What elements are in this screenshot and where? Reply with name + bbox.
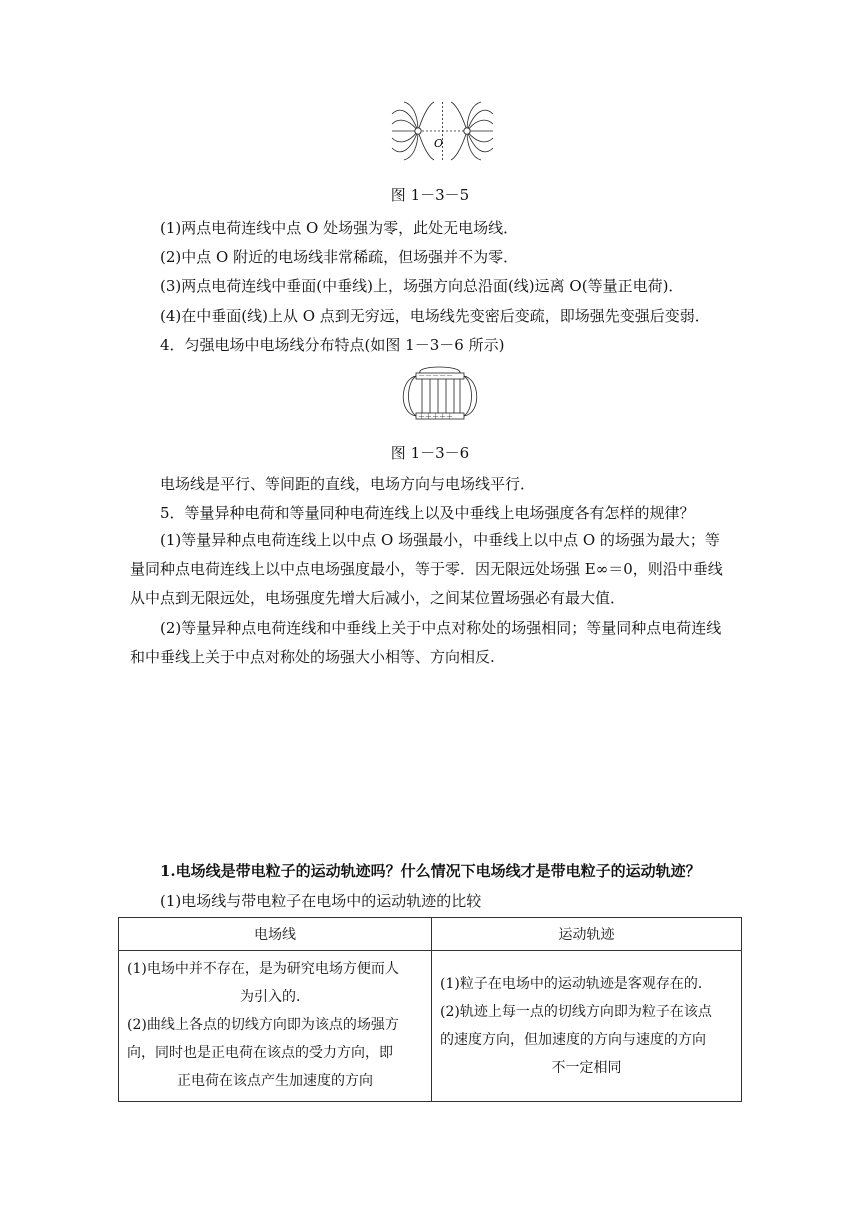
item-5-paragraph-2: (2)等量异种点电荷连线和中垂线上关于中点对称处的场强相同；等量同种点电荷连线和中垂线上关于中点对称处的场强大小相等、方向相反. [130, 619, 722, 666]
trajectory-text-3: 的速度方向，但加速度的方向与速度的方向 [440, 1032, 706, 1048]
uniform-field-description: 电场线是平行、等间距的直线，电场方向与电场线平行． [160, 475, 536, 493]
figure-1-3-6 [396, 365, 484, 427]
table-row [119, 951, 742, 1102]
question-1-title: 1.电场线是带电粒子的运动轨迹吗？什么情况下电场线才是带电粒子的运动轨迹？ [160, 862, 701, 880]
field-line-text-3: (2)曲线上各点的切线方向即为该点的场强方 [127, 1017, 399, 1033]
question-1-subtitle: (1)电场线与带电粒子在电场中的运动轨迹的比较 [160, 892, 482, 910]
trajectory-text-4: 不一定相同 [551, 1060, 622, 1076]
equal-charge-item-2: (2)中点 O 附近的电场线非常稀疏，但场强并不为零． [160, 248, 519, 266]
item-5-paragraph-1: (1)等量异种点电荷连线上以中点 O 场强最小，中垂线上以中点 O 的场强为最大；等量同种点电荷连线上以中点电场强度最小，等于零．因无限远处场强 E∞＝0，则沿中垂线从中点到无限远处，电场强度先增大后减小，之间某位置场强必有最大值． [130, 531, 723, 607]
figure-1-3-5 [390, 100, 495, 162]
header-field-line: 电场线 [119, 918, 432, 951]
bottom-plate-label: ＋＋＋＋＋ [418, 412, 453, 421]
top-plate-label: －－－－－ [418, 372, 453, 380]
item-4-title: 4．匀强电场中电场线分布特点(如图 1－3－6 所示) [160, 336, 505, 354]
equal-charge-item-4: (4)在中垂面(线)上从 O 点到无穷远，电场线先变密后变疏，即场强先变强后变弱． [160, 307, 710, 325]
trajectory-cell [432, 951, 742, 1102]
table-header-row [119, 918, 742, 951]
equal-charge-item-3: (3)两点电荷连线中垂面(中垂线)上，场强方向总沿面(线)远离 O(等量正电荷)． [160, 277, 684, 295]
field-line-text-4: 向，同时也是正电荷在该点的受力方向，即 [127, 1045, 393, 1061]
figure-1-3-5-caption: 图 1－3－5 [390, 186, 470, 204]
trajectory-text-1: (1)粒子在电场中的运动轨迹是客观存在的． [440, 976, 712, 992]
field-line-text-2: 为引入的． [240, 989, 310, 1005]
trajectory-text-2: (2)轨迹上每一点的切线方向即为粒子在该点 [440, 1004, 712, 1020]
center-label-o: O [434, 137, 444, 150]
field-line-text-5: 正电荷在该点产生加速度的方向 [177, 1073, 373, 1089]
header-trajectory: 运动轨迹 [432, 918, 742, 951]
field-line-cell [119, 951, 432, 1102]
comparison-table [118, 917, 742, 1102]
equal-charge-item-1: (1)两点电荷连线中点 O 处场强为零，此处无电场线． [160, 219, 519, 237]
figure-1-3-6-caption: 图 1－3－6 [390, 444, 470, 462]
item-5-title: 5．等量异种电荷和等量同种电荷连线上以及中垂线上电场强度各有怎样的规律？ [160, 504, 695, 522]
field-line-text-1: (1)电场中并不存在，是为研究电场方便而人 [127, 961, 399, 977]
